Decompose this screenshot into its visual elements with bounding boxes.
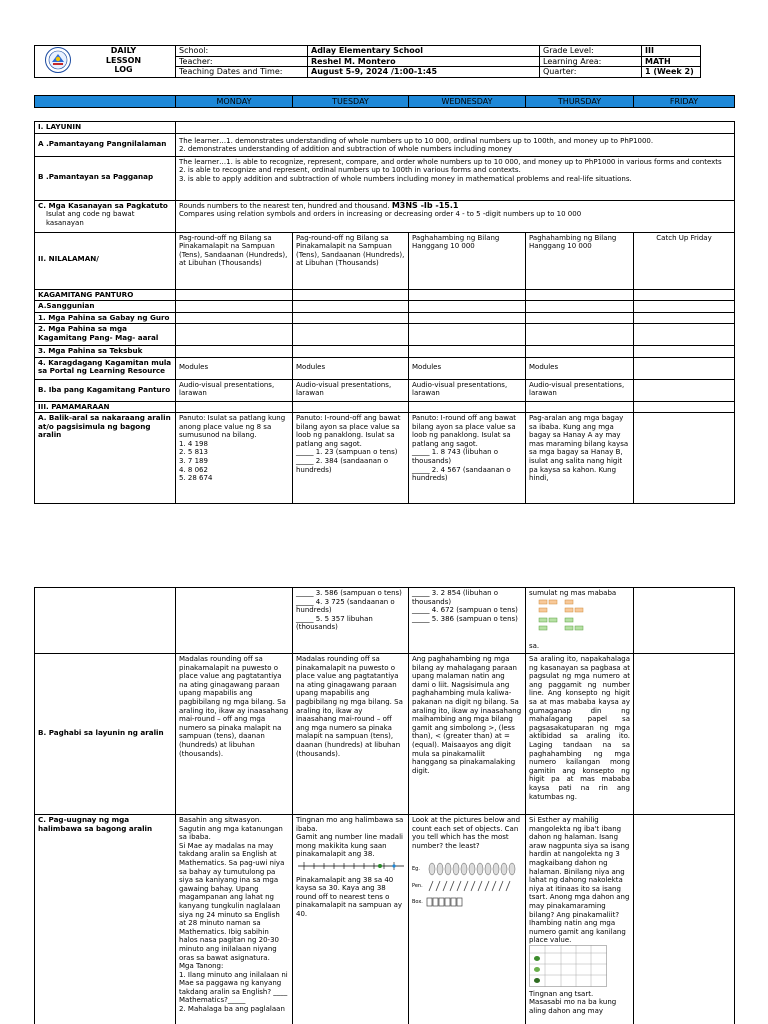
pens-icon	[426, 880, 516, 892]
empty-cell	[634, 401, 735, 413]
kasanayan-text-cell	[176, 200, 735, 232]
empty-cell	[409, 346, 526, 358]
empty-cell	[634, 346, 735, 358]
empty-cell	[526, 324, 634, 346]
empty-cell	[634, 815, 735, 1024]
quarter-label: Quarter:	[540, 67, 642, 78]
leaves-place-value-chart-image	[529, 945, 607, 987]
pag-uugnay-tuesday-text: Tingnan mo ang halimbawa sa ibaba. Gamit ang number line madali mong makikita kung saan pinakamalapit ang 38.	[296, 816, 404, 859]
kasanayan-text-2: Compares using relation symbols and orders in increasing or decreasing order 4 - to 5 -digit numbers up to 10 000	[179, 210, 582, 219]
iba-wednesday: Audio-visual presentations, larawan	[409, 379, 526, 401]
comparison-objects-image	[535, 598, 595, 640]
gabay-ng-guro-label: 1. Mga Pahina sa Gabay ng Guro	[35, 312, 176, 324]
empty-cell	[409, 289, 526, 301]
cont-thursday-text-2: sa.	[529, 642, 540, 651]
kasanayan-text-1: Rounds numbers to the nearest ten, hundred and thousand.	[179, 201, 390, 210]
kasanayan-cell	[35, 200, 176, 232]
paghabi-monday: Madalas rounding off sa pinakamalapit na puwesto o place value ang pagtatantiya na ating ginagawang paraan upang mapabilis ang pagbibilang ng mga bilang. Sa araling ito, ikaw ay inaasahang mai-round – off ang mga numero sa pinaka malapit na sampuan (tens), daanan (hundreds) at libuhan (thousands).	[176, 654, 293, 815]
pamamaraan-heading: III. PAMAMARAAN	[35, 401, 176, 413]
lesson-table-page1	[34, 121, 735, 504]
pag-uugnay-monday: Basahin ang sitwasyon. Sagutin ang mga katanungan sa ibaba. Si Mae ay madalas na may takdang aralin sa English at Mathematics. Sa pag-uwi niya sa bahay ay tumutulong pa siya sa kaniyang ina sa mga gawaing bahay. Upang magampanan ang lahat ng kanyang tungkulin naglalaan siya ng 24 minuto sa English at 28 minuto naman sa Mathematics. Ibig sabihin halos nasa pagitan ng 20-30 minuto ang inilalaan niyang oras sa bawat asignatura. Mga Tanong: 1. Ilang minuto ang inilalaan ni Mae sa paggawa ng kanyang takdang aralin sa English? ____ Mathematics?_____ 2. Mahalaga ba ang paglalaan	[176, 815, 293, 1024]
nilalaman-monday: Pag-round-off ng Bilang sa Pinakamalapit na Sampuan (Tens), Sandaanan (Hundreds), at Libuhan (Thousands)	[176, 232, 293, 289]
empty-cell	[634, 289, 735, 301]
empty-cell	[176, 324, 293, 346]
balik-aral-monday: Panuto: Isulat sa patlang kung anong place value ng 8 sa sumusunod na bilang. 1. 4 198 2. 5 813 3. 7 189 4. 8 062 5. 28 674	[176, 413, 293, 504]
balik-aral-label: A. Balik-aral sa nakaraang aralin at/o pagsisimula ng bagong aralin	[35, 413, 176, 504]
dates-label: Teaching Dates and Time:	[176, 67, 308, 78]
empty-cell	[409, 301, 526, 313]
cont-tuesday: _____ 3. 586 (sampuan o tens) _____ 4. 3 725 (sandaanan o hundreds) _____ 5. 5 357 libuhan (thousands)	[293, 588, 409, 654]
kasanayan-code: M3NS -Ib -15.1	[391, 200, 459, 210]
kasanayan-label: C. Mga Kasanayan sa Pagkatuto	[38, 200, 168, 210]
object-set-pens	[412, 878, 522, 894]
dll-title: DAILY LESSON LOG	[35, 46, 176, 78]
balik-aral-tuesday: Panuto: I-round-off ang bawat bilang ayon sa place value sa loob ng panaklong. Isulat sa patlang ang sagot. _____ 1. 23 (sampuan o tens) _____ 2. 384 (sandaanan o hundreds)	[293, 413, 409, 504]
pamantayang-pangnilalaman-label: A .Pamantayang Pangnilalaman	[35, 133, 176, 156]
empty-cell	[409, 312, 526, 324]
pag-uugnay-tuesday-text-2: Pinakamalapit ang 38 sa 40 kaysa sa 30. Kaya ang 38 round off to nearest tens o pinakamalapit na sampuan ay 40.	[296, 875, 403, 918]
day-monday: MONDAY	[176, 96, 293, 108]
empty-cell	[634, 324, 735, 346]
nilalaman-friday: Catch Up Friday	[634, 232, 735, 289]
empty-cell	[526, 346, 634, 358]
empty-cell	[526, 289, 634, 301]
teacher-value: Reshel M. Montero	[308, 56, 540, 67]
balik-aral-wednesday: Panuto: I-round off ang bawat bilang ayon sa place value sa loob ng panaklong. Isulat sa patlang ang sagot. _____ 1. 8 743 (libuhan o thousands) _____ 2. 4 567 (sandaanan o hundreds)	[409, 413, 526, 504]
layunin-heading: I. LAYUNIN	[35, 122, 176, 134]
empty-cell	[293, 301, 409, 313]
paghabi-label: B. Paghabi sa layunin ng aralin	[35, 654, 176, 815]
empty-cell	[634, 312, 735, 324]
pag-uugnay-wednesday-cell	[409, 815, 526, 1024]
empty-cell	[634, 413, 735, 504]
cont-wednesday: _____ 3. 2 854 (libuhan o thousands) _____ 4. 672 (sampuan o tens) _____ 5. 386 (sampuan o tens)	[409, 588, 526, 654]
pamantayan-sa-pagganap-label: B .Pamantayan sa Pagganap	[35, 156, 176, 200]
empty-cell	[176, 346, 293, 358]
pamantayang-pangnilalaman-text: The learner…1. demonstrates understanding of whole numbers up to 10 000, ordinal numbers up to 100th, and money up to PhP1000. 2. demonstrates understanding of addition and subtraction of whole numbers including money	[176, 133, 735, 156]
cont-monday	[176, 588, 293, 654]
pag-uugnay-wednesday-text: Look at the pictures below and count each set of objects. Can you tell which has the most number? the least?	[412, 816, 521, 850]
empty-cell	[634, 654, 735, 815]
set-label-eggs: Eg.	[412, 866, 420, 873]
karagdagang-kagamitan-label: 4. Karagdagang Kagamitan mula sa Portal ng Learning Resource	[35, 357, 176, 379]
empty-cell	[409, 401, 526, 413]
kasanayan-sub: Isulat ang code ng bawat kasanayan	[46, 210, 135, 227]
pag-uugnay-thursday-cell	[526, 815, 634, 1024]
lesson-table-page2	[34, 587, 735, 1024]
quarter-value: 1 (Week 2)	[642, 67, 701, 78]
pag-uugnay-thursday-text: Si Esther ay mahilig mangolekta ng iba't ibang dahon ng halaman. Isang araw nagpunta siya sa isang hardin at nangolekta ng 3 magkaibang dahon ng halaman. Binilang niya ang lahat ng dahong nakolekta niya at itinaas ito sa isang tsart. Anong mga dahon ang may pinakamaraming bilang? Ang pinakamaliit? Ihambing natin ang mga numero gamit ang kanilang place value.	[529, 816, 630, 945]
paghabi-tuesday: Madalas rounding off sa pinakamalapit na puwesto o place value ang pagtatantiya na ating ginagawang paraan upang mapabilis ang pagbibilang ng mga bilang. Sa araling ito, ikaw ay inaasahang mai-round – off ang mga numero sa pinaka malapit na sampuan (tens), daanan (hundreds) at libuhan (thousands).	[293, 654, 409, 815]
empty-cell	[634, 357, 735, 379]
iba-thursday: Audio-visual presentations, larawan	[526, 379, 634, 401]
paghabi-wednesday: Ang paghahambing ng mga bilang ay mahalagang paraan upang malaman natin ang dami o liit. Nagsisimula ang paghahambing mula kaliwa-pakanan na digit ng bilang. Sa araling ito, ikaw ay inaasahang maihambing ang mga bilang gamit ang simbolong >, (less than), < (greater than) at = (equal). Maisaayos ang digit mula sa pinakamaliit hanggang sa pinakamalaking digit.	[409, 654, 526, 815]
sanggunian-label: A.Sanggunian	[35, 301, 176, 313]
empty-cell	[409, 324, 526, 346]
dates-value: August 5-9, 2024 /1:00-1:45	[308, 67, 540, 78]
set-label-boxes: Box.	[412, 899, 423, 906]
cont-thursday-cell	[526, 588, 634, 654]
object-set-boxes	[412, 894, 522, 910]
grade-label: Grade Level:	[540, 46, 642, 57]
pag-uugnay-tuesday-cell	[293, 815, 409, 1024]
day-wednesday: WEDNESDAY	[409, 96, 526, 108]
continuation-label-empty	[35, 588, 176, 654]
empty-cell	[176, 401, 293, 413]
eggs-icon	[426, 861, 516, 877]
empty-cell	[293, 401, 409, 413]
nilalaman-wednesday: Paghahambing ng Bilang Hanggang 10 000	[409, 232, 526, 289]
area-label: Learning Area:	[540, 56, 642, 67]
empty-cell	[293, 324, 409, 346]
day-header-empty	[35, 96, 176, 108]
set-label-pens: Pen.	[412, 883, 423, 890]
empty-cell	[176, 289, 293, 301]
school-value: Adlay Elementary School	[308, 46, 540, 57]
paghabi-thursday: Sa araling ito, napakahalaga ng kasanayan sa pagbasa at pagsulat ng mga numero at ang paggamit ng number line. Ang konsepto ng higit sa at mas mababa kaysa ay gumaganap din ng mahalagang papel sa pagsasakatuparan ng mga aktibidad sa araling ito. Laging tandaan na sa paghahambing ng mga numero kailangan mong gamitin ang konsepto ng higit pa at mas mababa kaysa pati na rin ang katumbas ng.	[526, 654, 634, 815]
teksbuk-label: 3. Mga Pahina sa Teksbuk	[35, 346, 176, 358]
modules-tuesday: Modules	[293, 357, 409, 379]
modules-thursday: Modules	[526, 357, 634, 379]
nilalaman-label: II. NILALAMAN/	[35, 232, 176, 289]
day-tuesday: TUESDAY	[293, 96, 409, 108]
modules-monday: Modules	[176, 357, 293, 379]
empty-cell	[634, 301, 735, 313]
empty-cell	[526, 301, 634, 313]
empty-cell	[176, 312, 293, 324]
pag-uugnay-thursday-text-2: Tingnan ang tsart. Masasabi mo na ba kung aling dahon ang may	[529, 989, 617, 1015]
boxes-icon	[426, 896, 516, 908]
balik-aral-thursday: Pag-aralan ang mga bagay sa ibaba. Kung ang mga bagay sa Hanay A ay may mas maraming bilang kaysa sa mga bagay sa Hanay B, isulat ang salita nang higit pa kaysa sa kahon. Kung hindi,	[526, 413, 634, 504]
object-set-eggs	[412, 860, 522, 878]
nilalaman-tuesday: Pag-round-off ng Bilang sa Pinakamalapit na Sampuan (Tens), Sandaanan (Hundreds), at Libuhan (Thousands)	[293, 232, 409, 289]
empty-cell	[176, 301, 293, 313]
grade-value: III	[642, 46, 701, 57]
number-line-image	[296, 859, 406, 873]
empty-cell	[634, 588, 735, 654]
modules-wednesday: Modules	[409, 357, 526, 379]
layunin-empty	[176, 122, 735, 134]
pamantayan-sa-pagganap-text: The learner…1. is able to recognize, represent, compare, and order whole numbers up to 10 000, and money up to PhP1000 in various forms and contexts 2. is able to recognize and represent, ordinal numbers up to 100th in various forms and contexts. 3. is able to apply addition and subtraction of whole numbers including money in mathematical problems and real-life situations.	[176, 156, 735, 200]
empty-cell	[526, 401, 634, 413]
iba-monday: Audio-visual presentations, larawan	[176, 379, 293, 401]
day-friday: FRIDAY	[634, 96, 735, 108]
empty-cell	[526, 312, 634, 324]
kagamitang-pang-mag-aaral-label: 2. Mga Pahina sa mga Kagamitang Pang- Mag- aaral	[35, 324, 176, 346]
empty-cell	[293, 346, 409, 358]
school-label: School:	[176, 46, 308, 57]
day-header-bar	[34, 95, 735, 108]
kagamitang-panturo-label: KAGAMITANG PANTURO	[35, 289, 176, 301]
empty-cell	[293, 312, 409, 324]
day-thursday: THURSDAY	[526, 96, 634, 108]
empty-cell	[634, 379, 735, 401]
area-value: MATH	[642, 56, 701, 67]
empty-cell	[293, 289, 409, 301]
cont-thursday-text: sumulat ng mas mababa	[529, 589, 617, 597]
nilalaman-thursday: Paghahambing ng Bilang Hanggang 10 000	[526, 232, 634, 289]
iba-pang-kagamitan-label: B. Iba pang Kagamitang Panturo	[35, 379, 176, 401]
pag-uugnay-label: C. Pag-uugnay ng mga halimbawa sa bagong aralin	[35, 815, 176, 1024]
iba-tuesday: Audio-visual presentations, larawan	[293, 379, 409, 401]
teacher-label: Teacher:	[176, 56, 308, 67]
header-table	[34, 45, 701, 78]
